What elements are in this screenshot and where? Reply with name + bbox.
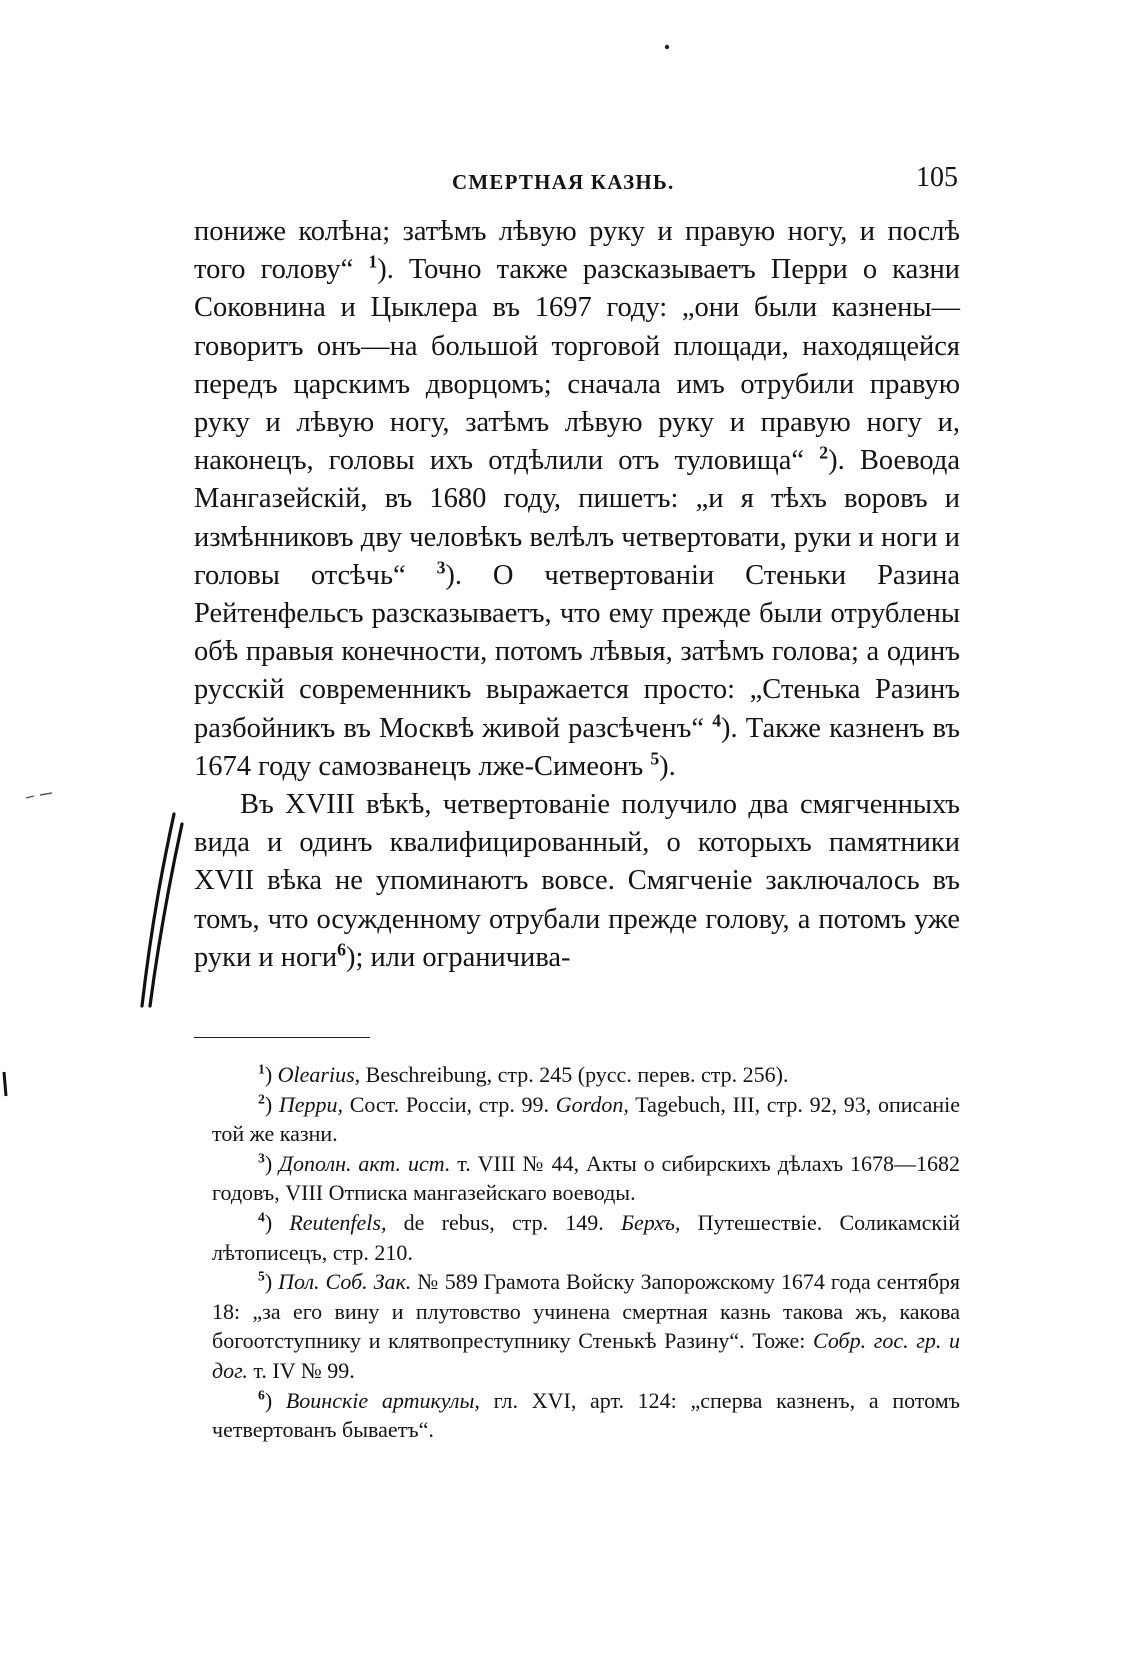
citation-title: Воинскіе артикулы, bbox=[285, 1387, 480, 1413]
footnote-divider bbox=[194, 1037, 370, 1038]
text-run: пониже колѣна; затѣмъ лѣвую руку и правую ногу, и послѣ того голову“ bbox=[194, 216, 960, 286]
footnote-6: $^6$) Воинскіе артикулы, гл. XVI, арт. 124: „сперва казненъ, а потомъ четвертованъ бываетъ“. bbox=[212, 1387, 961, 1443]
main-text bbox=[194, 213, 960, 977]
text-run: ). Воевода Мангазейскій, въ 1680 году, пишетъ: „и я тѣхъ воровъ и измѣнниковъ дву человѣкъ велѣлъ четвертовати, руки и ноги и головы отсѣчь“ bbox=[194, 445, 960, 591]
citation-title: Reutenfels, bbox=[289, 1209, 387, 1235]
text-run: ). bbox=[659, 750, 676, 782]
text-run: № 589 Грамота Войску Запорожскому 1674 года сентября 18: „за его вину и плутовство учинена смертная казнь такова жъ, какова богоотступнику и клятвопреступнику Стенькѣ Разину“. Тоже: bbox=[212, 1269, 961, 1354]
footnote-mark: 1 bbox=[258, 1061, 265, 1077]
text-run: ). О четвертованіи Стеньки Разина Рейтенфельсъ разсказываетъ, что ему прежде были отрублены обѣ правыя конечности, потомъ лѣвыя, затѣмъ голова; а одинъ русскій современникъ выражается просто: „Стенька Разинъ разбойникъ въ Москвѣ живой разсѣченъ“ bbox=[194, 559, 960, 744]
text-run: Путешествіе. Соликамскій лѣтописецъ, стр. 210. bbox=[212, 1209, 960, 1265]
text-run: Въ XVIII вѣкѣ, четвертованіе получило два смягченныхъ вида и одинъ квалифицированный, о которыхъ памятники XVII вѣка не упоминаютъ вовсе. Смягченіе заключалось въ томъ, что осужденному отрубали прежде голову, а потомъ уже руки и ноги bbox=[194, 789, 960, 973]
footnote-mark: 3 bbox=[258, 1150, 265, 1166]
footnotes bbox=[212, 1060, 961, 1445]
text-run: Beschreibung, стр. 245 (русс. перев. стр. 256). bbox=[360, 1062, 789, 1087]
text-run: ). Также казненъ въ 1674 году самозванецъ лже-Симеонъ bbox=[194, 712, 960, 782]
citation-title: Собр. гос. гр. и дог. bbox=[212, 1328, 960, 1383]
page-header bbox=[194, 160, 960, 204]
text-run: Tagebuch, III, стр. 92, 93, описаніе той же казни. bbox=[212, 1091, 961, 1147]
footnote-ref-4: 4 bbox=[712, 710, 722, 731]
text-run: т. VIII № 44, Акты о сибирскихъ дѣлахъ 1678—1682 годовъ, VIII Отписка мангазейскаго воеводы. bbox=[212, 1150, 961, 1206]
footnote-2: $^2$) Перри, Сост. Россіи, стр. 99. Gordon, Tagebuch, III, стр. 92, 93, описаніе той же казни. bbox=[212, 1091, 961, 1147]
paragraph-1 bbox=[194, 213, 960, 786]
citation-title: Пол. Соб. Зак. bbox=[278, 1269, 412, 1295]
stray-pencil-mark bbox=[24, 788, 54, 804]
running-title: СМЕРТНАЯ КАЗНЬ. bbox=[452, 170, 675, 194]
handwritten-margin-mark bbox=[130, 810, 200, 1010]
footnote-mark: 4 bbox=[258, 1209, 265, 1225]
footnote-mark: 6 bbox=[258, 1387, 265, 1403]
stray-margin-mark bbox=[0, 1070, 14, 1100]
footnote-1: $^1$) Olearius, Beschreibung, стр. 245 (русс. перев. стр. 256). bbox=[258, 1061, 789, 1087]
footnote-mark: 2 bbox=[258, 1091, 265, 1107]
text-run: т. IV № 99. bbox=[247, 1357, 355, 1383]
citation-title: Берхъ, bbox=[620, 1209, 681, 1235]
text-run: Сост. Россіи, стр. 99. bbox=[343, 1091, 556, 1117]
paragraph-2 bbox=[194, 786, 960, 977]
citation-title: Gordon, bbox=[555, 1091, 629, 1117]
page-number: 105 bbox=[916, 162, 958, 193]
footnote-ref-6: 6 bbox=[337, 939, 346, 960]
footnote-5: $^5$) Пол. Соб. Зак. № 589 Грамота Войску Запорожскому 1674 года сентября 18: „за его вину и плутовство учинена смертная казнь такова жъ, какова богоотступнику и клятвопреступнику Стенькѣ Разину“. Тоже: Собр. гос. гр. и дог. т. IV № 99. bbox=[212, 1268, 961, 1383]
text-run: de rebus, стр. 149. bbox=[386, 1209, 621, 1235]
citation-title: Olearius, bbox=[277, 1062, 361, 1087]
citation-title: Дополн. акт. ист. bbox=[279, 1150, 451, 1176]
footnote-4: $^4$) Reutenfels, de rebus, стр. 149. Берхъ, Путешествіе. Соликамскій лѣтописецъ, стр. 210. bbox=[212, 1209, 960, 1265]
footnote-mark: 5 bbox=[258, 1268, 265, 1284]
stray-dot bbox=[664, 44, 670, 50]
citation-title: Перри, bbox=[278, 1091, 343, 1117]
footnote-ref-1: 1 bbox=[368, 251, 378, 272]
footnote-ref-2: 2 bbox=[819, 442, 829, 463]
footnote-ref-3: 3 bbox=[436, 557, 446, 578]
footnote-3: $^3$) Дополн. акт. ист. т. VIII № 44, Акты о сибирскихъ дѣлахъ 1678—1682 годовъ, VIII Отписка мангазейскаго воеводы. bbox=[212, 1150, 961, 1206]
text-run: гл. XVI, арт. 124: „сперва казненъ, а потомъ четвертованъ бываетъ“. bbox=[212, 1387, 961, 1443]
text-run: ); или ограничива- bbox=[346, 941, 571, 973]
text-run: ). Точно также разсказываетъ Перри о казни Соковнина и Цыклера въ 1697 году: „они были казнены—говоритъ онъ—на большой торговой площади, находящейся передъ царскимъ дворцомъ; сначала имъ отрубили правую руку и лѣвую ногу, затѣмъ лѣвую руку и правую ногу и, наконецъ, головы ихъ отдѣлили отъ туловища“ bbox=[194, 254, 960, 477]
footnote-ref-5: 5 bbox=[650, 748, 660, 769]
